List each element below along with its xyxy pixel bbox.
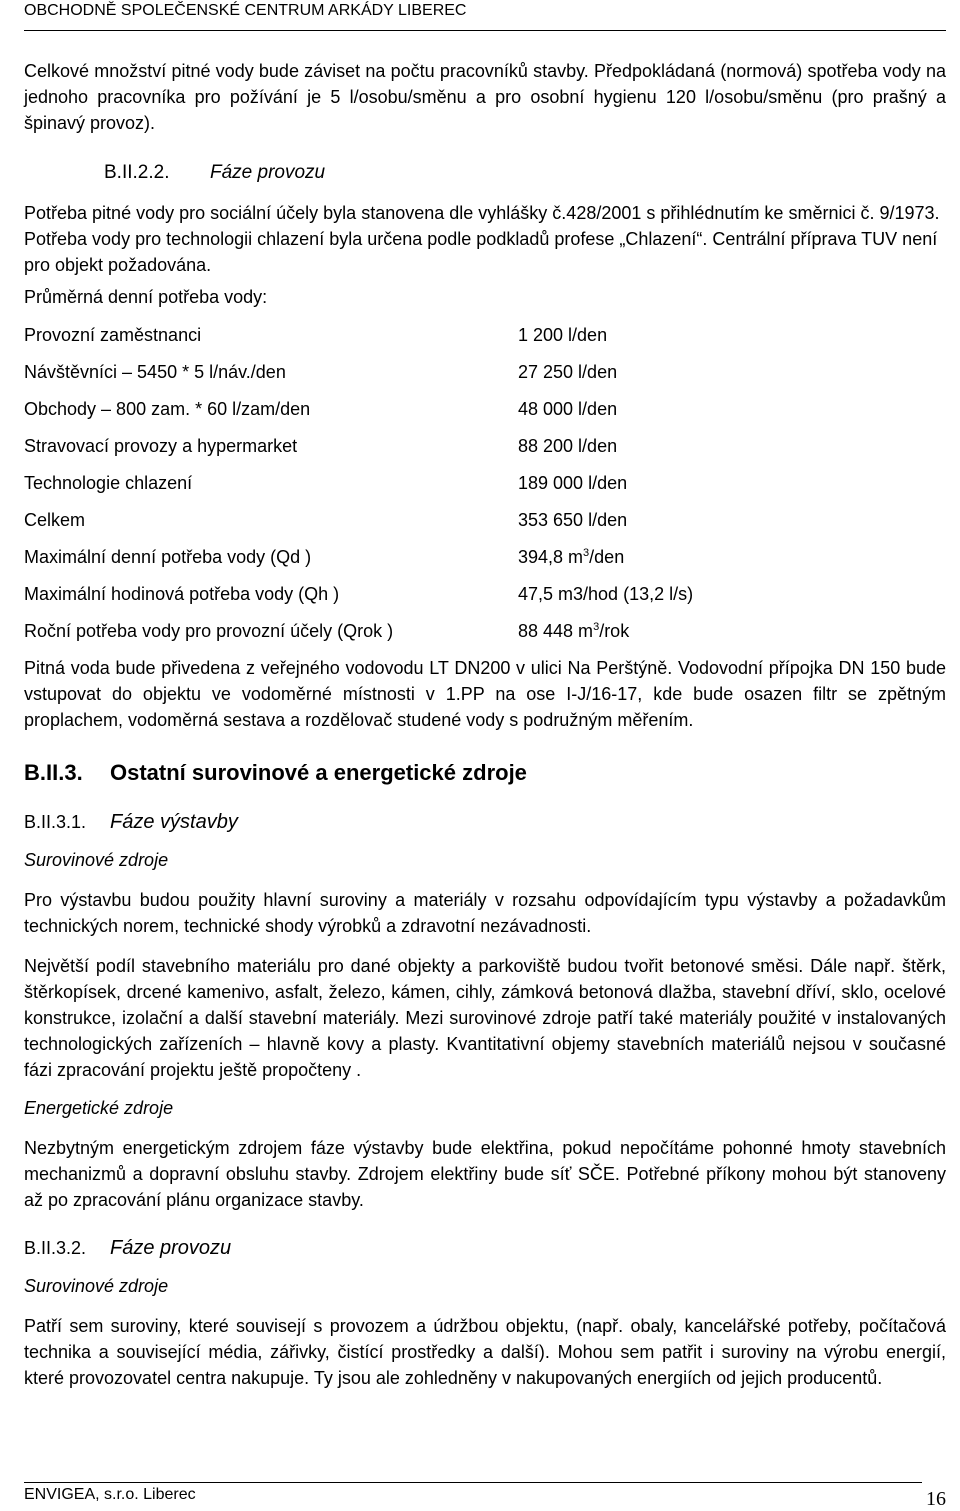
row-value: 189 000 l/den — [518, 473, 628, 493]
row-label: Provozní zaměstnanci — [24, 325, 202, 345]
usage-paragraph: Potřeba pitné vody pro sociální účely byla stanovena dle vyhlášky č.428/2001 s přihlédnutím ke směrnici č. 9/1973. Potřeba vody pro technologii chlazení byla určena podle podkladů profese „Chlazení“. Centrální příprava TUV není pro objekt požadována. — [24, 203, 940, 275]
energy-paragraph: Nezbytným energetickým zdrojem fáze výstavby bude elektřina, pokud nepočítáme pohonné hmoty stavebních mechanizmů a dopravní obsluhu stavby. Zdrojem elektřiny bude síť SČE. Potřebné příkony mohou být stanoveny až po zpracování plánu organizace stavby. — [24, 1138, 946, 1210]
table-row — [24, 581, 946, 618]
average-demand-label: Průměrná denní potřeba vody: — [24, 287, 268, 307]
table-row — [24, 396, 946, 433]
row-label: Roční potřeba vody pro provozní účely (Qrok ) — [24, 621, 394, 641]
table-row — [24, 359, 946, 396]
row-label: Maximální hodinová potřeba vody (Qh ) — [24, 584, 340, 604]
running-header: OBCHODNĚ SPOLEČENSKÉ CENTRUM ARKÁDY LIBEREC — [24, 2, 467, 19]
table-row — [24, 507, 946, 544]
section-title: Fáze výstavby — [110, 811, 238, 833]
header-rule — [24, 30, 946, 31]
intro-paragraph: Celkové množství pitné vody bude záviset na počtu pracovníků stavby. Předpokládaná (normová) spotřeba vody na jednoho pracovníka pro požívání je 5 l/osobu/směnu a pro osobní hygienu 120 l/osobu/směnu (pro prašný a špinavý provoz). — [24, 61, 946, 133]
footer-company: ENVIGEA, s.r.o. Liberec — [24, 1486, 196, 1503]
raw-materials-paragraph-1: Pro výstavbu budou použity hlavní suroviny a materiály v rozsahu odpovídajícím typu výstavby a požadavkům technických norem, technické shody výrobků a zdravotní nezávadnosti. — [24, 890, 946, 936]
section-heading-3-2 — [24, 1235, 946, 1261]
raw-materials-paragraph-2: Největší podíl stavebního materiálu pro dané objekty a parkoviště budou tvořit betonové směsi. Dále např. štěrk, štěrkopísek, drcené kamenivo, asfalt, železo, kámen, cihly, zámková betonová dlažba, stavební dříví, sklo, ocelové konstrukce, izolační a další stavební materiály. Mezi surovinové zdroje patří také materiály použité v instalovaných technologických zařízeních – hlavně kovy a plasty. Kvantitativní objemy stavebních materiálů nejsou v současné fázi zpracování projektu ještě propočteny . — [24, 956, 946, 1080]
water-demand-table — [24, 322, 946, 655]
footer-rule — [24, 1482, 922, 1483]
section-number: B.II.2.2. — [104, 162, 170, 183]
row-value: 47,5 m3/hod (13,2 l/s) — [518, 584, 694, 604]
row-label: Maximální denní potřeba vody (Qd ) — [24, 547, 312, 567]
subheading-energy: Energetické zdroje — [24, 1098, 174, 1118]
operation-materials-paragraph: Patří sem suroviny, které souvisejí s provozem a údržbou objektu, (např. obaly, kancelářské potřeby, počítačová technika a související média, zářivky, čistící prostředky a další). Mohou sem patřit i suroviny na výrobu energií, které provozovatel centra nakupuje. Ty jsou ale zohledněny v nakupovaných energiích od jejich producentů. — [24, 1316, 946, 1388]
section-heading-3-1 — [24, 809, 946, 835]
row-label: Stravovací provozy a hypermarket — [24, 436, 298, 456]
row-label: Technologie chlazení — [24, 473, 193, 493]
section-number: B.II.3.2. — [24, 1238, 87, 1258]
row-value: 48 000 l/den — [518, 399, 618, 419]
row-label: Obchody – 800 zam. * 60 l/zam/den — [24, 399, 311, 419]
row-value: 394,8 $m^3$/den — [518, 547, 625, 567]
table-row — [24, 322, 946, 359]
table-row — [24, 544, 946, 581]
row-value: 353 650 l/den — [518, 510, 628, 530]
section-title: Ostatní surovinové a energetické zdroje — [110, 760, 527, 785]
table-row — [24, 618, 946, 655]
row-value: 88 200 l/den — [518, 436, 618, 456]
section-title: Fáze provozu — [110, 1237, 232, 1259]
row-value: 88 448 $m^3$/rok — [518, 621, 630, 641]
section-title: Fáze provozu — [210, 162, 326, 183]
document-body — [24, 58, 946, 1391]
row-value: 1 200 l/den — [518, 325, 608, 345]
section-heading-2-2 — [24, 160, 946, 186]
section-number: B.II.3. — [24, 760, 83, 785]
page-number: 16 — [926, 1488, 946, 1510]
subheading-raw-materials: Surovinové zdroje — [24, 850, 169, 870]
supply-paragraph: Pitná voda bude přivedena z veřejného vodovodu LT DN200 v ulici Na Perštýně. Vodovodní přípojka DN 150 bude vstupovat do objektu ve vodoměrné místnosti v 1.PP na ose I-J/16-17, kde bude osazen filtr se zpětným proplachem, vodoměrná sestava a rozdělovač studené vody s podružným měřením. — [24, 658, 946, 730]
row-value: 27 250 l/den — [518, 362, 618, 382]
section-heading-3 — [24, 759, 946, 787]
row-label: Celkem — [24, 510, 86, 530]
section-number: B.II.3.1. — [24, 812, 87, 832]
row-label: Návštěvníci – 5450 * 5 l/náv./den — [24, 362, 286, 382]
table-row — [24, 470, 946, 507]
table-row — [24, 433, 946, 470]
subheading-raw-materials-operation: Surovinové zdroje — [24, 1276, 169, 1296]
